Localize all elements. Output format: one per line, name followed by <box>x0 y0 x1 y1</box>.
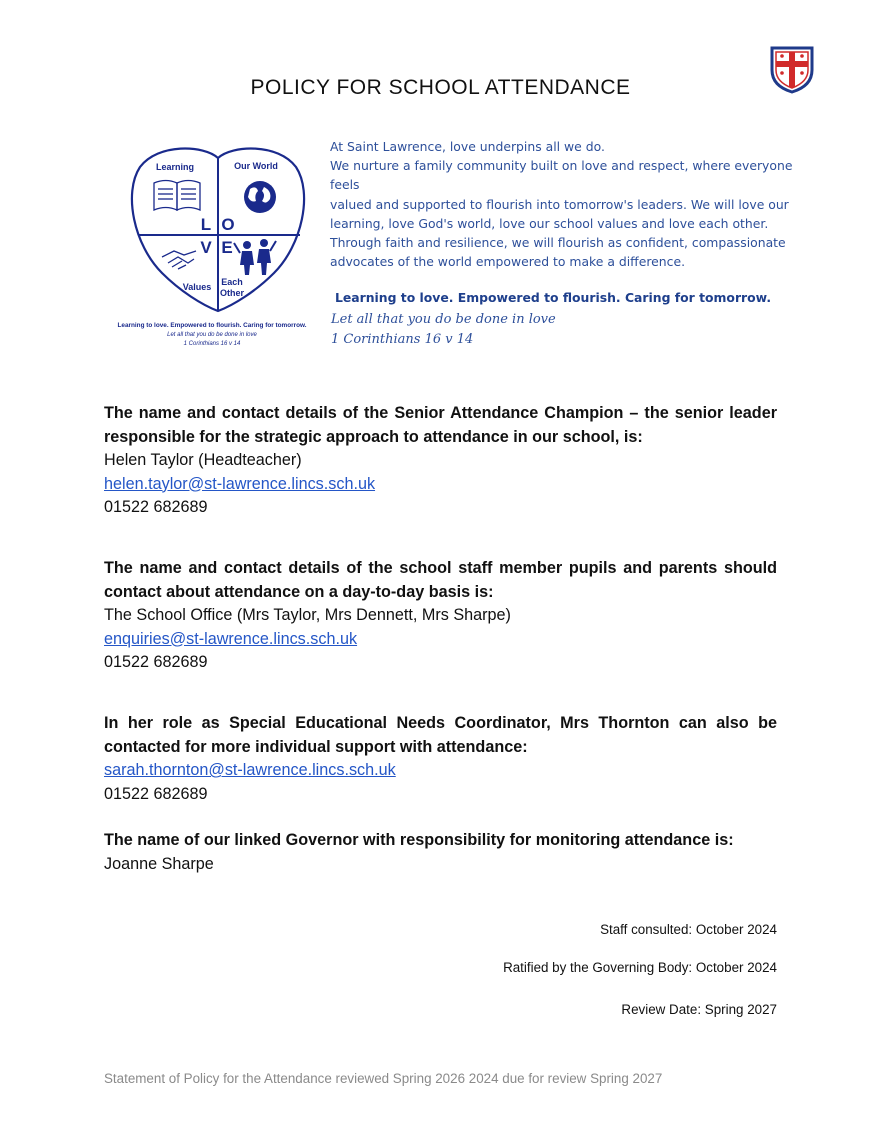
vision-line: advocates of the world empowered to make a difference. <box>330 254 686 270</box>
senco-contact-section <box>104 712 777 806</box>
logo-learning-label: Learning <box>155 162 195 172</box>
contact-email-link[interactable]: sarah.thornton@st-lawrence.lincs.sch.uk <box>104 761 396 779</box>
staff-consulted-date: Staff consulted: October 2024 <box>600 922 777 937</box>
vision-line: valued and supported to flourish into tomorrow's leaders. We will love our <box>330 196 789 212</box>
logo-each-label: Each <box>221 277 243 287</box>
logo-letter-e: E <box>221 238 233 257</box>
verse-reference: 1 Corinthians 16 v 14 <box>331 332 474 347</box>
vision-line: At Saint Lawrence, love underpins all we do. <box>330 139 605 154</box>
logo-values-label: Values <box>182 282 212 292</box>
logo-caption-verse: Let all that you do be done in love <box>167 332 257 338</box>
contact-phone: 01522 682689 <box>104 784 208 803</box>
review-date: Review Date: Spring 2027 <box>621 1002 777 1017</box>
vision-line: feels <box>330 177 360 193</box>
ratified-date: Ratified by the Governing Body: October 2024 <box>503 960 777 975</box>
bible-verse <box>331 310 631 350</box>
section-heading: The name of our linked Governor with responsibility for monitoring attendance is: <box>104 831 734 849</box>
contact-name: The School Office (Mrs Taylor, Mrs Dennett, Mrs Sharpe) <box>104 606 511 624</box>
logo-caption-motto: Learning to love. Empowered to flourish. Caring for tomorrow. <box>117 322 307 329</box>
page-title: POLICY FOR SCHOOL ATTENDANCE <box>250 76 631 99</box>
section-heading: The name and contact details of the school staff member pupils and parents should contact about attendance on a day-to-day basis is: <box>104 559 777 601</box>
logo-caption-reference: 1 Corinthians 16 v 14 <box>183 341 241 347</box>
vision-line: learning, love God's world, love our school values and love each other. <box>330 215 769 231</box>
page-footer: Statement of Policy for the Attendance reviewed Spring 2026 2024 due for review Spring 2027 <box>104 1071 663 1086</box>
vision-statement <box>330 137 793 271</box>
logo-letter-o: O <box>221 215 235 234</box>
love-heart-logo <box>106 145 318 353</box>
verse-text: Let all that you do be done in love <box>331 312 556 327</box>
logo-letter-v: V <box>200 238 212 257</box>
senior-attendance-champion-section <box>104 402 777 520</box>
governor-name: Joanne Sharpe <box>104 854 214 873</box>
linked-governor-section <box>104 829 777 876</box>
logo-letter-l: L <box>200 215 212 234</box>
logo-our-world-label: Our World <box>234 161 278 171</box>
vision-line: We nurture a family community built on love and respect, where everyone <box>330 158 793 174</box>
school-motto: Learning to love. Empowered to flourish. Caring for tomorrow. <box>334 290 772 305</box>
contact-email-link[interactable]: helen.taylor@st-lawrence.lincs.sch.uk <box>104 474 376 493</box>
logo-other-label: Other <box>219 288 245 298</box>
vision-line: Through faith and resilience, we will flourish as confident, compassionate <box>330 235 786 251</box>
contact-email-link[interactable]: enquiries@st-lawrence.lincs.sch.uk <box>104 629 358 648</box>
contact-name: Helen Taylor (Headteacher) <box>104 451 302 469</box>
contact-phone: 01522 682689 <box>104 653 208 671</box>
contact-phone: 01522 682689 <box>104 498 208 516</box>
section-heading: In her role as Special Educational Needs Coordinator, Mrs Thornton can also be contacted for more individual support with attendance: <box>104 714 777 756</box>
section-heading: The name and contact details of the Senior Attendance Champion – the senior leader responsible for the strategic approach to attendance in our school, is: <box>104 404 777 446</box>
day-to-day-contact-section <box>104 557 777 675</box>
globe-icon <box>244 181 276 213</box>
